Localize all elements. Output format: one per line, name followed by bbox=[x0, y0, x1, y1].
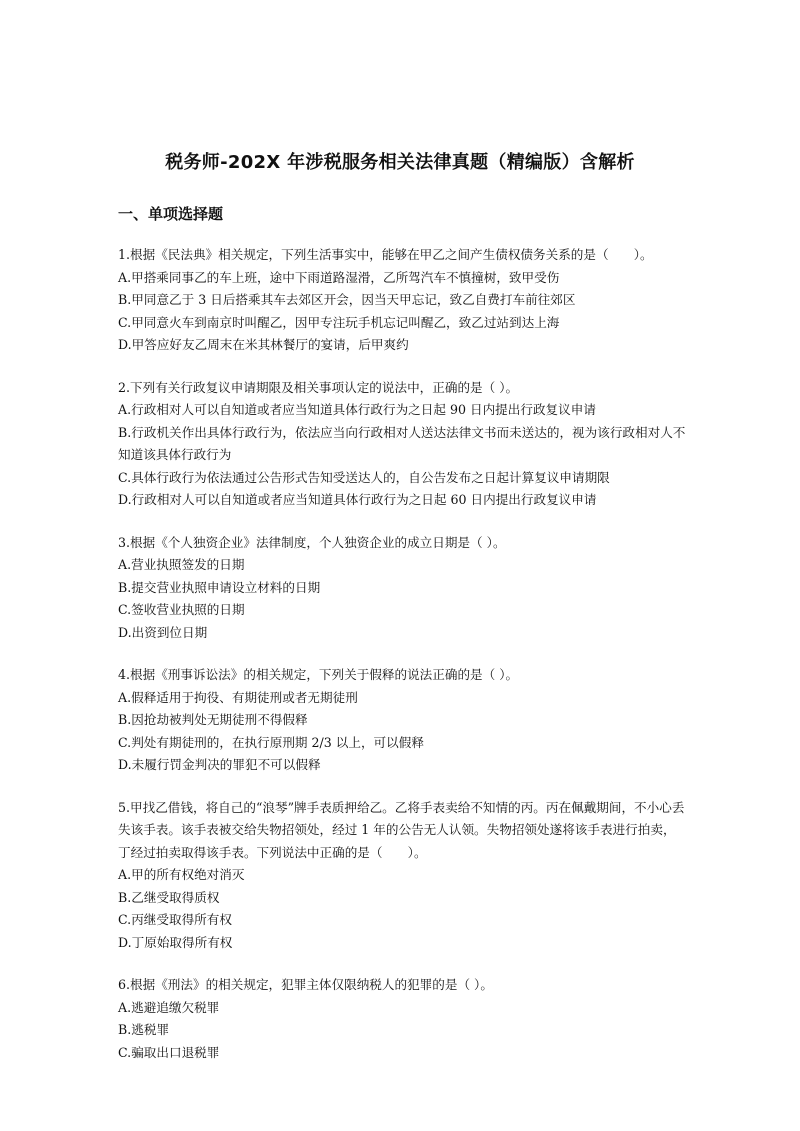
document-title: 税务师-202X 年涉税服务相关法律真题（精编版）含解析 bbox=[165, 152, 635, 173]
question-4 bbox=[118, 664, 688, 777]
option-d: D.丁原始取得所有权 bbox=[118, 934, 233, 950]
option-d: D.行政相对人可以自知道或者应当知道具体行政行为之日起 60 日内提出行政复议申请 bbox=[118, 492, 597, 507]
option-a: A.甲的所有权绝对消灭 bbox=[118, 867, 245, 882]
option-b: B.提交营业执照申请设立材料的日期 bbox=[118, 579, 321, 595]
question-5 bbox=[118, 797, 688, 955]
option-b: B.乙继受取得质权 bbox=[118, 889, 220, 905]
question-list bbox=[118, 244, 688, 1084]
question-stem: 3.根据《个人独资企业》法律制度，个人独资企业的成立日期是（ ）。 bbox=[118, 534, 506, 550]
question-stem: 2.下列有关行政复议申请期限及相关事项认定的说法中，正确的是（ ）。 bbox=[118, 379, 519, 395]
option-d: D.未履行罚金判决的罪犯不可以假释 bbox=[118, 757, 321, 772]
option-a: A.行政相对人可以自知道或者应当知道具体行政行为之日起 90 日内提出行政复议申请 bbox=[118, 402, 596, 417]
question-stem: 1.根据《民法典》相关规定，下列生活事实中，能够在甲乙之间产生债权债务关系的是（ ）。 bbox=[118, 247, 653, 262]
option-b: B.甲同意乙于 3 日后搭乘其车去郊区开会，因当天甲忘记，致乙自费打车前往郊区 bbox=[118, 292, 576, 307]
option-d: D.甲答应好友乙周末在米其林餐厅的宴请，后甲爽约 bbox=[118, 337, 409, 352]
option-a: A.逃避追缴欠税罪 bbox=[118, 999, 220, 1015]
question-stem: 5.甲找乙借钱，将自己的“浪琴”牌手表质押给乙。乙将手表卖给不知情的丙。丙在佩戴期间，不小心丢失该手表。该手表被交给失物招领处，经过 1 年的公告无人认领。失物招领处遂将该手表进行拍卖，丁经过拍卖取得该手表。下列说法中正确的是（ ）。 bbox=[118, 799, 685, 860]
option-a: A.假释适用于拘役、有期徒刑或者无期徒刑 bbox=[118, 689, 358, 705]
question-3 bbox=[118, 532, 688, 645]
question-stem: 4.根据《刑事诉讼法》的相关规定，下列关于假释的说法正确的是（ ）。 bbox=[118, 667, 519, 682]
option-c: C.骗取出口退税罪 bbox=[118, 1044, 220, 1060]
option-c: C.甲同意火车到南京时叫醒乙，因甲专注玩手机忘记叫醒乙，致乙过站到达上海 bbox=[118, 314, 560, 330]
option-b: B.逃税罪 bbox=[118, 1022, 170, 1037]
option-c: C.判处有期徒刑的，在执行原刑期 2/3 以上，可以假释 bbox=[118, 734, 424, 750]
question-stem: 6.根据《刑法》的相关规定，犯罪主体仅限纳税人的犯罪的是（ ）。 bbox=[118, 977, 493, 992]
option-a: A.营业执照签发的日期 bbox=[118, 557, 245, 572]
question-1 bbox=[118, 244, 688, 357]
option-a: A.甲搭乘同事乙的车上班，途中下雨道路湿滑，乙所驾汽车不慎撞树，致甲受伤 bbox=[118, 269, 560, 285]
question-6 bbox=[118, 974, 688, 1064]
section-heading: 一、单项选择题 bbox=[118, 205, 224, 223]
question-2 bbox=[118, 377, 688, 512]
option-c: C.具体行政行为依法通过公告形式告知受送达人的，自公告发布之日起计算复议申请期限 bbox=[118, 469, 610, 485]
option-c: C.丙继受取得所有权 bbox=[118, 912, 232, 927]
option-d: D.出资到位日期 bbox=[118, 624, 208, 640]
option-b: B.行政机关作出具体行政行为，依法应当向行政相对人送达法律文书而未送达的，视为该行政相对人不知道该具体行政行为 bbox=[118, 424, 686, 462]
option-b: B.因抢劫被判处无期徒刑不得假释 bbox=[118, 712, 308, 727]
option-c: C.签收营业执照的日期 bbox=[118, 602, 245, 617]
